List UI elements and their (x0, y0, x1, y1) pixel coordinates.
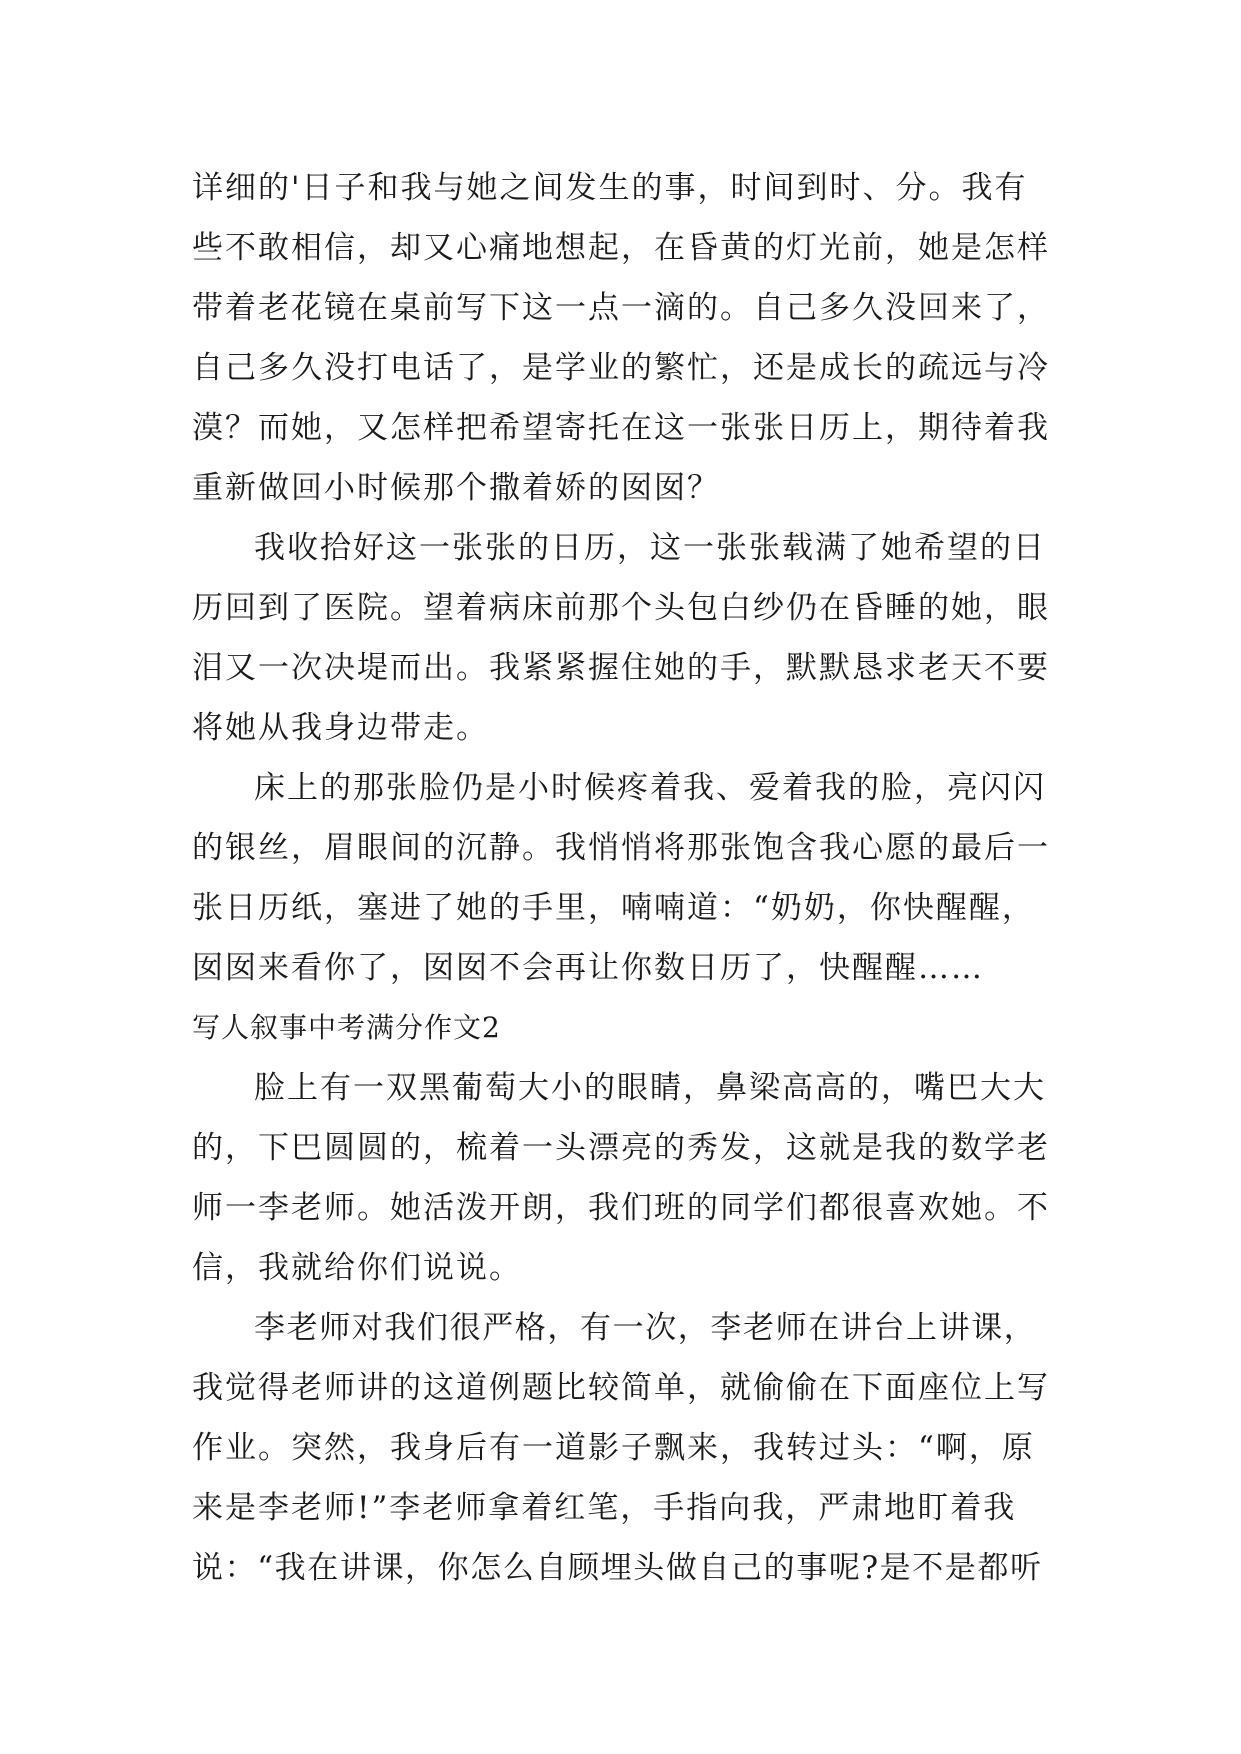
text-line: 带着老花镜在桌前写下这一点一滴的。自己多久没回来了， (192, 290, 1050, 326)
paragraph-first-line: 李老师对我们很严格，有一次，李老师在讲台上讲课， (254, 1310, 1037, 1346)
text-line: 重新做回小时候那个撒着娇的囡囡？ (192, 470, 720, 506)
text-line: 来是李老师!”李老师拿着红笔，手指向我，严肃地盯着我 (192, 1490, 1017, 1526)
text-line: 的，下巴圆圆的，梳着一头漂亮的秀发，这就是我的数学老 (192, 1130, 1050, 1166)
paragraph-first-line: 床上的那张脸仍是小时候疼着我、爱着我的脸，亮闪闪 (254, 770, 1046, 806)
text-line: 泪又一次决堤而出。我紧紧握住她的手，默默恳求老天不要 (192, 650, 1050, 686)
text-line: 些不敢相信，却又心痛地想起，在昏黄的灯光前，她是怎样 (192, 230, 1050, 266)
text-line: 历回到了医院。望着病床前那个头包白纱仍在昏睡的她，眼 (192, 590, 1050, 626)
text-line: 张日历纸，塞进了她的手里，喃喃道：“奶奶，你快醒醒， (192, 890, 1035, 926)
text-line: 的银丝，眉眼间的沉静。我悄悄将那张饱含我心愿的最后一 (192, 830, 1050, 866)
text-line: 说：“我在讲课，你怎么自顾埋头做自己的事呢?是不是都听 (192, 1550, 1043, 1586)
document-body (192, 158, 1072, 1598)
paragraph-first-line: 我收拾好这一张张的日历，这一张张载满了她希望的日 (254, 530, 1046, 566)
text-line: 师一李老师。她活泼开朗，我们班的同学们都很喜欢她。不 (192, 1190, 1050, 1226)
text-line: 将她从我身边带走。 (192, 710, 489, 746)
text-line: 详细的'日子和我与她之间发生的事，时间到时、分。我有 (192, 170, 1028, 206)
text-line: 信，我就给你们说说。 (192, 1250, 522, 1286)
section-heading: 写人叙事中考满分作文2 (192, 1011, 501, 1044)
text-line: 作业。突然，我身后有一道影子飘来，我转过头：“啊，原 (192, 1430, 1035, 1466)
paragraph-first-line: 脸上有一双黑葡萄大小的眼睛，鼻梁高高的，嘴巴大大 (254, 1070, 1046, 1106)
text-line: 漠？而她，又怎样把希望寄托在这一张张日历上，期待着我 (192, 410, 1050, 446)
text-line: 我觉得老师讲的这道例题比较简单，就偷偷在下面座位上写 (192, 1370, 1050, 1406)
text-line: 囡囡来看你了，囡囡不会再让你数日历了，快醒醒…… (192, 950, 984, 986)
text-line: 自己多久没打电话了，是学业的繁忙，还是成长的疏远与冷 (192, 350, 1050, 386)
